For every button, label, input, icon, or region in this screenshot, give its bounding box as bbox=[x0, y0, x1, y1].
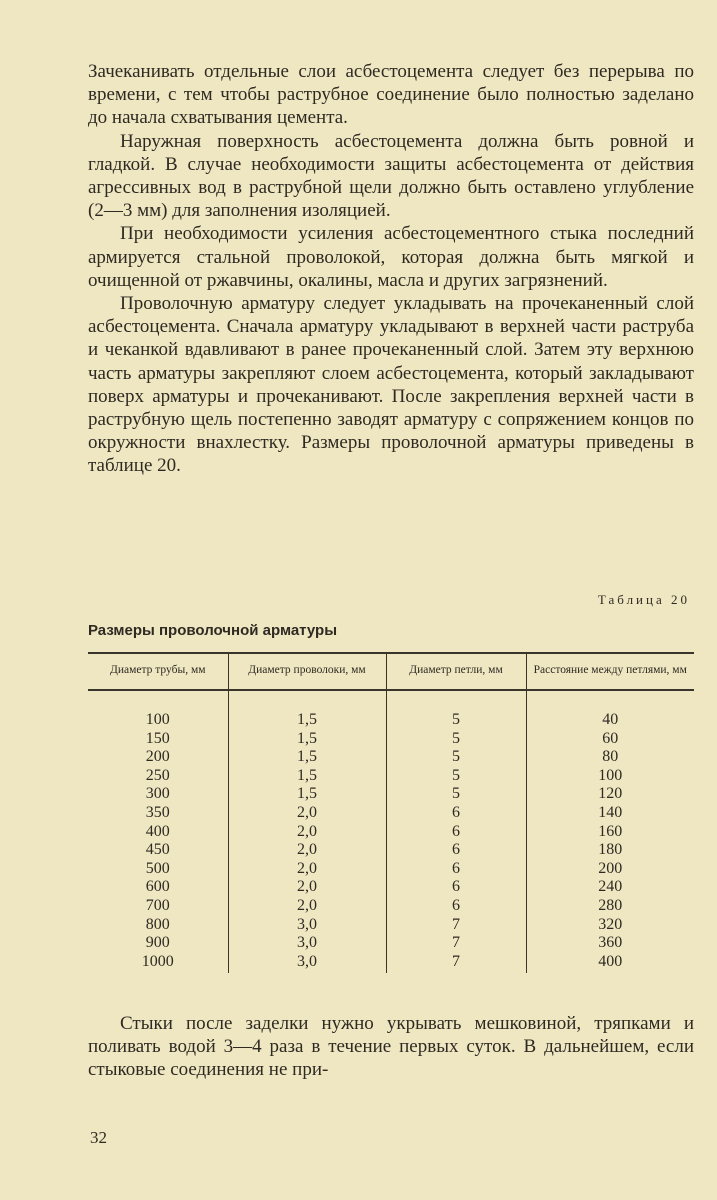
table-cell: 320 bbox=[526, 916, 694, 935]
table-row bbox=[88, 841, 694, 860]
table-cell: 5 bbox=[386, 730, 526, 749]
table-cell: 450 bbox=[145, 841, 170, 859]
table-cell: 150 bbox=[145, 729, 170, 747]
table-cell: 2,0 bbox=[228, 804, 386, 823]
header-wire-diameter: Диаметр проволоки, мм bbox=[228, 653, 386, 690]
table-row bbox=[88, 804, 694, 823]
armature-table bbox=[88, 652, 694, 973]
table-cell: 600 bbox=[145, 878, 170, 896]
table-cell: 5 bbox=[386, 690, 526, 730]
table-cell: 800 bbox=[145, 915, 170, 933]
table-cell: 1,5 bbox=[228, 730, 386, 749]
table-row bbox=[88, 953, 694, 974]
table-row bbox=[88, 897, 694, 916]
table-cell: 6 bbox=[386, 878, 526, 897]
table-cell: 1,5 bbox=[228, 767, 386, 786]
table-row bbox=[88, 690, 694, 730]
table-title: Размеры проволочной арматуры bbox=[88, 622, 338, 639]
table-cell: 180 bbox=[526, 841, 694, 860]
table-cell: 250 bbox=[145, 766, 170, 784]
body-text-continued bbox=[88, 1012, 694, 1082]
table-cell: 240 bbox=[526, 878, 694, 897]
table-row bbox=[88, 748, 694, 767]
paragraph-2: Наружная поверхность асбестоцемента должна быть ровной и гладкой. В случае необходимости защиты асбестоцемента от действия агрессивных вод в раструбной щели должно быть оставлено углубление (2—3 мм) для заполнения изоляцией. bbox=[88, 130, 694, 222]
table-cell: 200 bbox=[526, 860, 694, 879]
table-cell: 6 bbox=[386, 804, 526, 823]
table-cell: 2,0 bbox=[228, 860, 386, 879]
table-cell: 160 bbox=[526, 823, 694, 842]
table-cell: 400 bbox=[526, 953, 694, 974]
table-row bbox=[88, 860, 694, 879]
paragraph-4: Проволочную арматуру следует укладывать на прочеканенный слой асбестоцемента. Сначала арматуру укладывают в верхней части раструба и чеканкой вдавливают в ранее прочеканенный слой. Затем эту верхнюю часть арматуры закрепляют слоем асбестоцемента, который закладывают поверх арматуры и прочеканивают. После закрепления верхней части в раструбную щель постепенно заводят арматуру с сопряжением концов по окружности внахлестку. Размеры проволочной арматуры приведены в таблице 20. bbox=[88, 293, 694, 477]
table-cell: 2,0 bbox=[228, 823, 386, 842]
header-loop-diameter: Диаметр петли, мм bbox=[386, 653, 526, 690]
table-cell: 7 bbox=[386, 916, 526, 935]
table-cell: 2,0 bbox=[228, 841, 386, 860]
table-cell: 6 bbox=[386, 897, 526, 916]
paragraph-after-table: Стыки после заделки нужно укрывать мешковиной, тряпками и поливать водой 3—4 раза в течение первых суток. В дальнейшем, если стыковые соединения не при- bbox=[88, 1013, 694, 1081]
table-cell: 200 bbox=[145, 748, 170, 766]
table-number-label: Таблица 20 bbox=[597, 592, 690, 607]
table-cell: 500 bbox=[145, 859, 170, 877]
table-cell: 400 bbox=[145, 822, 170, 840]
table-cell: 60 bbox=[526, 730, 694, 749]
header-loop-spacing: Расстояние между петлями, мм bbox=[526, 653, 694, 690]
table-header-row bbox=[88, 653, 694, 690]
table-cell: 6 bbox=[386, 860, 526, 879]
body-text bbox=[88, 60, 694, 478]
paragraph-1: Зачеканивать отдельные слои асбестоцемента следует без перерыва по времени, с тем чтобы раструбное соединение было полностью заделано до начала схватывания цемента. bbox=[88, 61, 694, 129]
table-cell: 1,5 bbox=[228, 748, 386, 767]
table-cell: 1,5 bbox=[228, 785, 386, 804]
table-cell: 6 bbox=[386, 823, 526, 842]
table-cell: 2,0 bbox=[228, 897, 386, 916]
table-cell: 5 bbox=[386, 785, 526, 804]
table-cell: 100 bbox=[145, 711, 170, 728]
table-row bbox=[88, 823, 694, 842]
table-row bbox=[88, 916, 694, 935]
table-cell: 1,5 bbox=[228, 690, 386, 730]
table-cell: 5 bbox=[386, 767, 526, 786]
table-cell: 1000 bbox=[141, 952, 174, 970]
table-cell: 7 bbox=[386, 934, 526, 953]
table-cell: 80 bbox=[526, 748, 694, 767]
table-row bbox=[88, 934, 694, 953]
table-cell: 120 bbox=[526, 785, 694, 804]
table-cell: 6 bbox=[386, 841, 526, 860]
table-cell: 5 bbox=[386, 748, 526, 767]
table-cell: 300 bbox=[145, 785, 170, 803]
table-cell: 3,0 bbox=[228, 953, 386, 974]
page-number: 32 bbox=[90, 1128, 107, 1147]
table-cell: 3,0 bbox=[228, 934, 386, 953]
header-pipe-diameter: Диаметр трубы, мм bbox=[88, 653, 228, 690]
table-cell: 140 bbox=[526, 804, 694, 823]
table-cell: 2,0 bbox=[228, 878, 386, 897]
table-row bbox=[88, 878, 694, 897]
table-cell: 700 bbox=[145, 896, 170, 914]
table-cell: 3,0 bbox=[228, 916, 386, 935]
table-cell: 900 bbox=[145, 934, 170, 952]
table-row bbox=[88, 767, 694, 786]
table-body bbox=[88, 690, 694, 973]
table-row bbox=[88, 730, 694, 749]
table-cell: 350 bbox=[145, 803, 170, 821]
table-cell: 7 bbox=[386, 953, 526, 974]
table-cell: 40 bbox=[526, 690, 694, 730]
table-cell: 280 bbox=[526, 897, 694, 916]
table-cell: 100 bbox=[526, 767, 694, 786]
table-row bbox=[88, 785, 694, 804]
table-cell: 360 bbox=[526, 934, 694, 953]
paragraph-3: При необходимости усиления асбестоцементного стыка последний армируется стальной проволокой, которая должна быть мягкой и очищенной от ржавчины, окалины, масла и других загрязнений. bbox=[88, 223, 694, 291]
